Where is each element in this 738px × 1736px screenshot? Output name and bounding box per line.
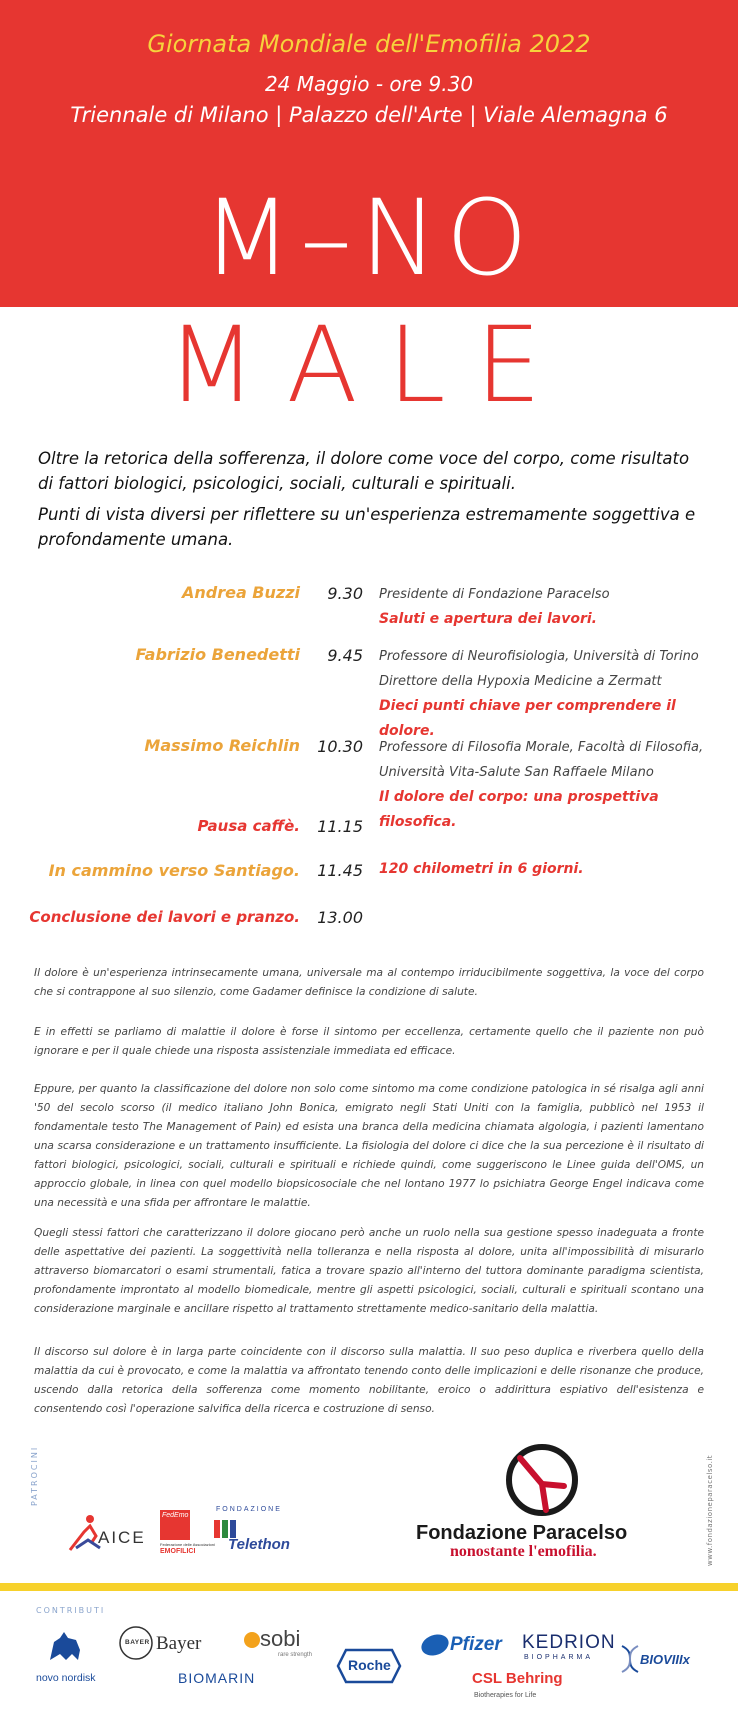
paracelso-tagline: nonostante l'emofilia. bbox=[450, 1543, 597, 1560]
body-paragraph: Il discorso sul dolore è in larga parte coincidente con il discorso sulla malattia. Il suo peso duplica e riverbera quello della malattia da cui è provocato, e come la malattia va affrontato tenendo conto delle implicazioni e delle risonanze che produce, uscendo dalla retorica della sofferenza come momento nobilitante, eroico o addirittura espiativo dell'esistenza e consentendo così l'operazione salvifica della ricerca e costruzione di senso. bbox=[34, 1346, 704, 1415]
telethon-text: Telethon bbox=[228, 1536, 290, 1553]
roche-text: Roche bbox=[348, 1657, 391, 1673]
speaker-role: Professore di Neurofisiologia, Università di Torino bbox=[379, 649, 699, 664]
speaker-role: Direttore della Hypoxia Medicine a Zermatt bbox=[379, 674, 662, 689]
program-description bbox=[379, 582, 729, 632]
bioviiix-logo bbox=[618, 1644, 708, 1674]
event-title: Giornata Mondiale dell'Emofilia 2022 bbox=[147, 30, 591, 58]
telethon-logo bbox=[212, 1506, 290, 1558]
fedemo-logo bbox=[160, 1510, 215, 1560]
speaker-name: Massimo Reichlin bbox=[144, 736, 300, 755]
program-time: 9.45 bbox=[327, 646, 363, 665]
program-closing: Conclusione dei lavori e pranzo. bbox=[29, 908, 300, 926]
bioviiix-text: BIOVIIIx bbox=[640, 1652, 690, 1667]
speaker-role: Presidente di Fondazione Paracelso bbox=[379, 587, 610, 602]
talk-topic: Il dolore del corpo: una prospettiva filosofica. bbox=[379, 789, 659, 830]
body-paragraph: E in effetti se parliamo di malattie il dolore è forse il sintomo per eccellenza, certamente quello che il paziente non può ignorare e per il quale chiede una risposta assistenziale immediata ed efficace. bbox=[34, 1026, 704, 1057]
event-venue: Triennale di Milano | Palazzo dell'Arte | Viale Alemagna 6 bbox=[70, 103, 668, 127]
pfizer-pill-icon bbox=[420, 1630, 450, 1660]
bayer-text: Bayer bbox=[156, 1633, 202, 1654]
bayer-cross-text: BAYER bbox=[125, 1639, 150, 1646]
novo-nordisk-text: novo nordisk bbox=[36, 1672, 96, 1684]
program-time: 11.15 bbox=[317, 817, 363, 836]
program-description bbox=[379, 644, 729, 744]
intro-paragraph-2: Punti di vista diversi per riflettere su un'esperienza estremamente soggettiva e profondamente umana. bbox=[38, 505, 696, 549]
csl-tagline: Biotherapies for Life bbox=[474, 1692, 537, 1699]
kedrion-logo bbox=[522, 1632, 616, 1666]
kedrion-text: KEDRION bbox=[522, 1632, 616, 1653]
talk-topic: Saluti e apertura dei lavori. bbox=[379, 611, 597, 627]
talk-topic: 120 chilometri in 6 giorni. bbox=[379, 861, 584, 877]
fedemo-text: FedEmo bbox=[162, 1512, 189, 1519]
sobi-logo bbox=[244, 1628, 324, 1662]
program-break: Pausa caffè. bbox=[197, 817, 300, 835]
program-description bbox=[379, 857, 729, 882]
paracelso-url: www.fondazioneparacelso.it bbox=[706, 1454, 714, 1566]
body-paragraph: Quegli stessi fattori che caratterizzano il dolore giocano però anche un ruolo nella sua gestione spesso inadeguata a fronte delle aspettative dei pazienti. La soggettività nella tolleranza e nella risposta al dolore, unita all'impossibilità di misurarlo attraverso biomarcatori o esami strumentali, fatica a trovare spazio all'interno del tuttora dominante paradigma scientista, profondamente improntato al modello biomedicale, mentre gli aspetti psicologici, sociali, culturali e spirituali scontano una considerazione marginale e ancillare rispetto al trattamento strettamente medico-sanitario della malattia. bbox=[34, 1227, 704, 1315]
speaker-name: Fabrizio Benedetti bbox=[135, 645, 300, 664]
paracelso-clock-icon bbox=[502, 1440, 582, 1520]
intro-paragraph-1: Oltre la retorica della sofferenza, il dolore come voce del corpo, come risultato di fattori biologici, psicologici, sociali, culturali e spirituali. bbox=[38, 449, 690, 493]
apis-bull-icon bbox=[46, 1630, 86, 1668]
contributi-label: CONTRIBUTI bbox=[36, 1606, 106, 1615]
paracelso-name: Fondazione Paracelso bbox=[416, 1522, 628, 1544]
aice-logo bbox=[66, 1512, 146, 1556]
program-time: 9.30 bbox=[327, 584, 363, 603]
program-session: In cammino verso Santiago. bbox=[48, 861, 300, 880]
telethon-fondazione: FONDAZIONE bbox=[216, 1506, 282, 1513]
fedemo-subtitle: Federazione delle Associazioni bbox=[160, 1542, 215, 1547]
bayer-logo bbox=[118, 1625, 218, 1665]
novo-nordisk-logo bbox=[34, 1630, 104, 1690]
body-paragraph: Il dolore è un'esperienza intrinsecamente umana, universale ma al contempo irriducibilmente soggettiva, la voce del corpo che si contrappone al suo silenzio, come Gadamer definisce la condizione di salute. bbox=[34, 967, 704, 998]
csl-behring-logo bbox=[472, 1670, 572, 1710]
pfizer-text: Pfizer bbox=[450, 1634, 502, 1655]
sobi-dot-icon bbox=[244, 1632, 260, 1648]
program-time: 13.00 bbox=[317, 908, 363, 927]
title-line-1: M–NO bbox=[202, 177, 536, 299]
program-time: 11.45 bbox=[317, 861, 363, 880]
paracelso-logo bbox=[410, 1440, 670, 1560]
talk-topic: Dieci punti chiave per comprendere il dolore. bbox=[379, 698, 676, 739]
sobi-tagline: rare strength bbox=[278, 1652, 313, 1658]
event-date: 24 Maggio - ore 9.30 bbox=[264, 72, 474, 96]
speaker-role: Università Vita-Salute San Raffaele Milano bbox=[379, 765, 654, 780]
sobi-text: sobi bbox=[260, 1626, 301, 1651]
program-time: 10.30 bbox=[317, 737, 363, 756]
csl-text: CSL Behring bbox=[472, 1670, 563, 1687]
roche-logo bbox=[336, 1648, 402, 1684]
speaker-name: Andrea Buzzi bbox=[181, 583, 300, 602]
kedrion-subtitle: BIOPHARMA bbox=[524, 1654, 594, 1661]
yellow-divider bbox=[0, 1583, 738, 1591]
pfizer-logo bbox=[420, 1630, 510, 1666]
program-description bbox=[379, 735, 729, 835]
dna-helix-icon bbox=[618, 1644, 642, 1674]
aice-text: AICE bbox=[98, 1528, 146, 1547]
biomarin-logo bbox=[178, 1670, 278, 1692]
biomarin-text: BIOMARIN bbox=[178, 1670, 256, 1686]
patrocini-label: PATROCINI bbox=[30, 1445, 39, 1506]
title-line-2: MALE bbox=[166, 304, 572, 426]
speaker-role: Professore di Filosofia Morale, Facoltà di Filosofia, bbox=[379, 740, 704, 755]
body-paragraph: Eppure, per quanto la classificazione del dolore non solo come sintomo ma come condizione patologica in sé risalga agli anni '50 del secolo scorso (il medico italiano John Bonica, emigrato negli Stati Uniti con la famiglia, pubblicò nel 1953 il fondamentale testo The Management of Pain) ed esista una branca della medicina chiamata algologia, i pazienti lamentano una scarsa considerazione e un trattamento insufficiente. La fisiologia del dolore ci dice che la sua percezione è il risultato di fattori biologici, psicologici, sociali, culturali e spirituali e richiede quindi, come suggeriscono le Linee guida dell'OMS, un approccio globale, in linea con quel modello biopsicosociale che nel lontano 1977 lo psichiatra George Engel indicava come una necessità e una sfida per affrontare le malattie. bbox=[34, 1083, 704, 1209]
fedemo-emofilici: EMOFILICI bbox=[160, 1548, 196, 1555]
